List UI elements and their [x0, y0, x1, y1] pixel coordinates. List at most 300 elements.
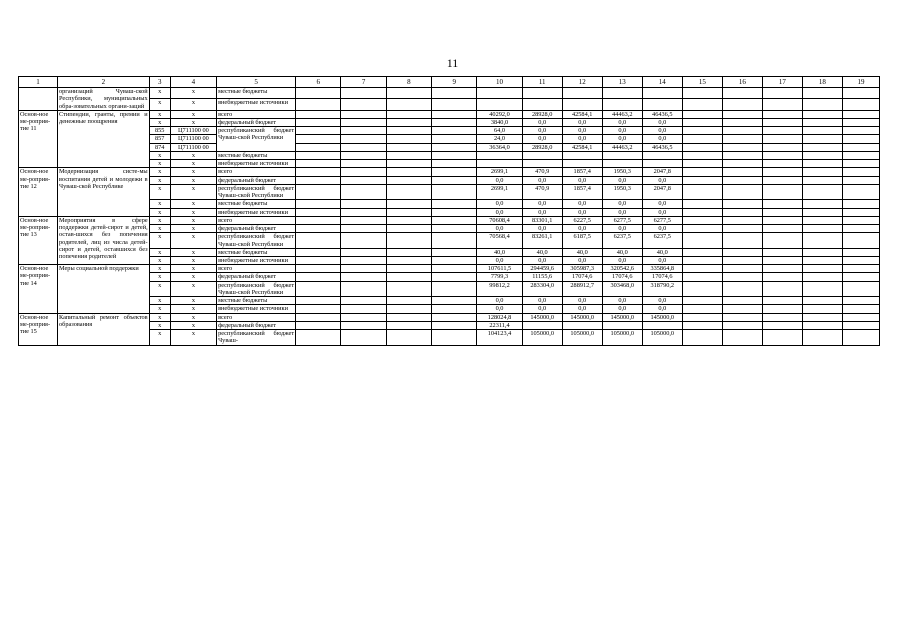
table-row — [19, 110, 880, 118]
column-header: 15 — [682, 77, 722, 88]
empty-cell — [682, 168, 722, 176]
empty-cell — [842, 135, 879, 143]
amount-cell: 46436,5 — [642, 143, 682, 151]
empty-cell — [296, 176, 341, 184]
grbs-code-cell: x — [149, 321, 170, 329]
empty-cell — [296, 127, 341, 135]
empty-cell — [802, 176, 842, 184]
amount-cell: 0,0 — [562, 225, 602, 233]
empty-cell — [432, 330, 477, 345]
amount-cell: 0,0 — [602, 127, 642, 135]
empty-cell — [802, 256, 842, 264]
amount-cell: 470,9 — [522, 168, 562, 176]
empty-cell — [682, 160, 722, 168]
amount-cell: 28928,0 — [522, 143, 562, 151]
amount-cell: 0,0 — [522, 305, 562, 313]
empty-cell — [682, 200, 722, 208]
amount-cell: 0,0 — [602, 208, 642, 216]
header-row — [19, 77, 880, 88]
column-header: 12 — [562, 77, 602, 88]
empty-cell — [802, 143, 842, 151]
empty-cell — [802, 281, 842, 296]
empty-cell — [296, 118, 341, 126]
column-header: 7 — [341, 77, 386, 88]
empty-cell — [842, 297, 879, 305]
empty-cell — [386, 265, 431, 273]
amount-cell: 6187,5 — [562, 233, 602, 248]
amount-cell: 128024,8 — [477, 313, 522, 321]
amount-cell: 2699,1 — [477, 184, 522, 199]
empty-cell — [722, 281, 762, 296]
target-code-cell: x — [170, 225, 216, 233]
amount-cell: 0,0 — [602, 256, 642, 264]
amount-cell: 17074,6 — [602, 273, 642, 281]
funding-source-cell: федеральный бюджет — [217, 321, 296, 329]
empty-cell — [722, 151, 762, 159]
amount-cell: 0,0 — [562, 208, 602, 216]
empty-cell — [762, 305, 802, 313]
empty-cell — [762, 184, 802, 199]
funding-source-cell: внебюджетные источники — [217, 208, 296, 216]
grbs-code-cell: x — [149, 305, 170, 313]
amount-cell: 0,0 — [602, 200, 642, 208]
empty-cell — [722, 110, 762, 118]
empty-cell — [341, 88, 386, 99]
empty-cell — [682, 99, 722, 110]
amount-cell: 0,0 — [562, 297, 602, 305]
empty-cell — [386, 313, 431, 321]
empty-cell — [386, 118, 431, 126]
amount-cell — [477, 88, 522, 99]
target-code-cell: x — [170, 297, 216, 305]
amount-cell: 104123,4 — [477, 330, 522, 345]
funding-source-cell: республиканский бюджет Чуваш- — [218, 330, 295, 345]
amount-cell: 0,0 — [477, 208, 522, 216]
grbs-code-cell: x — [149, 99, 170, 110]
empty-cell — [762, 208, 802, 216]
amount-cell: 0,0 — [522, 225, 562, 233]
amount-cell — [642, 99, 682, 110]
empty-cell — [722, 160, 762, 168]
empty-cell — [762, 143, 802, 151]
empty-cell — [341, 118, 386, 126]
empty-cell — [722, 127, 762, 135]
grbs-code-cell: x — [149, 184, 170, 199]
funding-source-cell: федеральный бюджет — [217, 118, 296, 126]
target-code-cell: Ц711100 00 — [170, 143, 216, 151]
empty-cell — [296, 225, 341, 233]
funding-source-cell: федеральный бюджет — [217, 273, 296, 281]
funding-source-cell: всего — [217, 265, 296, 273]
target-code-cell: x — [170, 160, 216, 168]
target-code-cell: x — [170, 330, 216, 345]
amount-cell: 294459,6 — [522, 265, 562, 273]
empty-cell — [802, 200, 842, 208]
table-row — [19, 216, 880, 224]
amount-cell: 40292,0 — [477, 110, 522, 118]
empty-cell — [432, 216, 477, 224]
grbs-code-cell: x — [149, 168, 170, 176]
grbs-code-cell: 874 — [149, 143, 170, 151]
empty-cell — [842, 99, 879, 110]
empty-cell — [386, 110, 431, 118]
column-header: 5 — [217, 77, 296, 88]
event-number-cell: Основ-ное ме-роприя-тие 14 — [19, 265, 58, 313]
funding-source-cell: республиканский бюджет Чуваш-ской Республики — [217, 127, 296, 152]
amount-cell: 40,0 — [602, 248, 642, 256]
empty-cell — [762, 273, 802, 281]
empty-cell — [762, 99, 802, 110]
event-name-cell: Капитальный ремонт объектов образования — [57, 313, 149, 345]
empty-cell — [762, 135, 802, 143]
amount-cell: 0,0 — [477, 225, 522, 233]
funding-source-cell: федеральный бюджет — [217, 176, 296, 184]
grbs-code-cell: x — [149, 297, 170, 305]
amount-cell: 1950,3 — [602, 168, 642, 176]
empty-cell — [296, 184, 341, 199]
amount-cell: 145000,0 — [642, 313, 682, 321]
empty-cell — [296, 265, 341, 273]
amount-cell: 44463,2 — [602, 143, 642, 151]
empty-cell — [341, 151, 386, 159]
column-header: 14 — [642, 77, 682, 88]
empty-cell — [842, 321, 879, 329]
empty-cell — [762, 330, 802, 345]
amount-cell: 335864,8 — [642, 265, 682, 273]
column-header: 8 — [386, 77, 431, 88]
amount-cell: 24,0 — [477, 135, 522, 143]
empty-cell — [386, 160, 431, 168]
empty-cell — [296, 208, 341, 216]
amount-cell: 0,0 — [477, 200, 522, 208]
amount-cell: 145000,0 — [562, 313, 602, 321]
amount-cell: 44463,2 — [602, 110, 642, 118]
amount-cell: 0,0 — [522, 135, 562, 143]
empty-cell — [842, 127, 879, 135]
empty-cell — [842, 176, 879, 184]
amount-cell: 288912,7 — [562, 281, 602, 296]
empty-cell — [802, 151, 842, 159]
grbs-code-cell: x — [149, 330, 170, 345]
empty-cell — [802, 208, 842, 216]
empty-cell — [341, 160, 386, 168]
funding-source-cell: республиканский бюджет Чуваш-ской Республики — [218, 233, 295, 248]
amount-cell: 1950,3 — [602, 184, 642, 199]
empty-cell — [682, 305, 722, 313]
empty-cell — [341, 281, 386, 296]
amount-cell: 0,0 — [562, 135, 602, 143]
amount-cell: 17074,6 — [562, 273, 602, 281]
event-number-cell: Основ-ное ме-роприя-тие 11 — [19, 110, 58, 168]
empty-cell — [341, 273, 386, 281]
amount-cell: 0,0 — [522, 118, 562, 126]
funding-source-cell: внебюджетные источники — [217, 160, 296, 168]
amount-cell: 0,0 — [642, 176, 682, 184]
grbs-code-cell: x — [149, 208, 170, 216]
empty-cell — [341, 233, 386, 248]
empty-cell — [432, 321, 477, 329]
empty-cell — [386, 330, 431, 345]
empty-cell — [682, 143, 722, 151]
amount-cell — [522, 160, 562, 168]
column-header: 11 — [522, 77, 562, 88]
amount-cell: 0,0 — [562, 118, 602, 126]
amount-cell: 83301,1 — [522, 216, 562, 224]
amount-cell: 0,0 — [602, 118, 642, 126]
empty-cell — [762, 297, 802, 305]
amount-cell: 0,0 — [602, 135, 642, 143]
empty-cell — [682, 216, 722, 224]
amount-cell: 0,0 — [642, 200, 682, 208]
empty-cell — [802, 248, 842, 256]
empty-cell — [386, 208, 431, 216]
empty-cell — [386, 305, 431, 313]
column-header: 4 — [170, 77, 216, 88]
amount-cell — [477, 151, 522, 159]
funding-source-cell: внебюджетные источники — [217, 99, 296, 110]
target-code-cell: x — [170, 216, 216, 224]
amount-cell: 0,0 — [477, 256, 522, 264]
empty-cell — [341, 168, 386, 176]
empty-cell — [802, 273, 842, 281]
empty-cell — [762, 88, 802, 99]
empty-cell — [432, 200, 477, 208]
empty-cell — [386, 135, 431, 143]
empty-cell — [762, 176, 802, 184]
empty-cell — [802, 135, 842, 143]
empty-cell — [432, 248, 477, 256]
amount-cell: 320542,6 — [602, 265, 642, 273]
empty-cell — [762, 313, 802, 321]
empty-cell — [682, 118, 722, 126]
empty-cell — [762, 233, 802, 248]
amount-cell — [522, 151, 562, 159]
amount-cell: 0,0 — [642, 135, 682, 143]
empty-cell — [341, 110, 386, 118]
amount-cell: 105000,0 — [602, 330, 642, 345]
empty-cell — [722, 313, 762, 321]
empty-cell — [722, 265, 762, 273]
amount-cell: 107611,5 — [477, 265, 522, 273]
empty-cell — [722, 135, 762, 143]
event-number-cell: Основ-ное ме-роприя-тие 12 — [19, 168, 58, 216]
amount-cell — [522, 88, 562, 99]
empty-cell — [432, 168, 477, 176]
empty-cell — [722, 168, 762, 176]
empty-cell — [341, 184, 386, 199]
empty-cell — [842, 143, 879, 151]
amount-cell: 3840,0 — [477, 118, 522, 126]
funding-source-cell: местные бюджеты — [217, 200, 296, 208]
empty-cell — [802, 168, 842, 176]
empty-cell — [682, 127, 722, 135]
empty-cell — [341, 176, 386, 184]
amount-cell: 105000,0 — [562, 330, 602, 345]
event-name-cell: организаций Чуваш-ской Республики, муниципальных обра-зовательных органи-заций — [58, 88, 148, 110]
empty-cell — [682, 225, 722, 233]
target-code-cell: x — [170, 88, 216, 99]
target-code-cell: Ц711100 00 — [170, 135, 216, 143]
empty-cell — [722, 88, 762, 99]
page-number: 11 — [446, 56, 459, 70]
amount-cell: 7799,3 — [477, 273, 522, 281]
grbs-code-cell: 855 — [149, 127, 170, 135]
empty-cell — [762, 321, 802, 329]
empty-cell — [762, 248, 802, 256]
empty-cell — [432, 127, 477, 135]
empty-cell — [802, 265, 842, 273]
amount-cell: 0,0 — [642, 225, 682, 233]
amount-cell — [562, 321, 602, 329]
empty-cell — [762, 168, 802, 176]
funding-source-cell: внебюджетные источники — [217, 305, 296, 313]
empty-cell — [762, 216, 802, 224]
amount-cell: 0,0 — [602, 297, 642, 305]
grbs-code-cell: x — [149, 248, 170, 256]
empty-cell — [842, 184, 879, 199]
empty-cell — [842, 256, 879, 264]
grbs-code-cell: x — [149, 88, 170, 99]
amount-cell: 470,9 — [522, 184, 562, 199]
amount-cell: 283304,0 — [522, 281, 562, 296]
event-name-cell: Меры социальной поддержки — [57, 265, 149, 313]
empty-cell — [842, 265, 879, 273]
empty-cell — [386, 127, 431, 135]
empty-cell — [842, 216, 879, 224]
empty-cell — [802, 118, 842, 126]
empty-cell — [682, 281, 722, 296]
target-code-cell: x — [170, 313, 216, 321]
empty-cell — [341, 265, 386, 273]
target-code-cell: x — [170, 256, 216, 264]
amount-cell — [477, 160, 522, 168]
empty-cell — [722, 273, 762, 281]
amount-cell — [562, 151, 602, 159]
empty-cell — [296, 110, 341, 118]
column-header: 6 — [296, 77, 341, 88]
amount-cell — [602, 99, 642, 110]
amount-cell: 2047,8 — [642, 184, 682, 199]
empty-cell — [722, 225, 762, 233]
empty-cell — [386, 248, 431, 256]
amount-cell: 42584,1 — [562, 143, 602, 151]
empty-cell — [682, 184, 722, 199]
amount-cell — [642, 160, 682, 168]
grbs-code-cell: x — [149, 273, 170, 281]
amount-cell — [602, 88, 642, 99]
amount-cell: 0,0 — [522, 127, 562, 135]
empty-cell — [842, 233, 879, 248]
amount-cell: 0,0 — [522, 200, 562, 208]
empty-cell — [296, 330, 341, 345]
amount-cell: 0,0 — [522, 256, 562, 264]
target-code-cell: Ц711100 00 — [170, 127, 216, 135]
amount-cell: 17074,6 — [642, 273, 682, 281]
event-number-cell: Основ-ное ме-роприя-тие 15 — [19, 313, 58, 345]
empty-cell — [341, 256, 386, 264]
empty-cell — [842, 208, 879, 216]
amount-cell: 70608,4 — [477, 216, 522, 224]
amount-cell: 6227,5 — [562, 216, 602, 224]
empty-cell — [296, 99, 341, 110]
amount-cell — [642, 151, 682, 159]
empty-cell — [296, 273, 341, 281]
column-header: 13 — [602, 77, 642, 88]
empty-cell — [682, 256, 722, 264]
grbs-code-cell: x — [149, 160, 170, 168]
empty-cell — [432, 151, 477, 159]
empty-cell — [722, 321, 762, 329]
empty-cell — [432, 176, 477, 184]
empty-cell — [682, 265, 722, 273]
amount-cell — [522, 99, 562, 110]
grbs-code-cell: x — [149, 200, 170, 208]
target-code-cell: x — [170, 321, 216, 329]
empty-cell — [296, 200, 341, 208]
amount-cell: 0,0 — [477, 297, 522, 305]
target-code-cell: x — [170, 265, 216, 273]
amount-cell: 0,0 — [642, 127, 682, 135]
table-row — [19, 313, 880, 321]
empty-cell — [762, 200, 802, 208]
empty-cell — [842, 313, 879, 321]
empty-cell — [296, 233, 341, 248]
empty-cell — [432, 233, 477, 248]
empty-cell — [432, 135, 477, 143]
target-code-cell: x — [170, 281, 216, 296]
empty-cell — [432, 265, 477, 273]
grbs-code-cell: x — [149, 118, 170, 126]
empty-cell — [341, 216, 386, 224]
empty-cell — [722, 184, 762, 199]
grbs-code-cell: x — [149, 265, 170, 273]
amount-cell: 2699,1 — [477, 168, 522, 176]
empty-cell — [386, 184, 431, 199]
empty-cell — [386, 176, 431, 184]
empty-cell — [296, 297, 341, 305]
empty-cell — [682, 208, 722, 216]
column-header: 3 — [149, 77, 170, 88]
empty-cell — [296, 313, 341, 321]
empty-cell — [842, 200, 879, 208]
funding-source-cell: местные бюджеты — [217, 297, 296, 305]
grbs-code-cell: x — [149, 256, 170, 264]
empty-cell — [722, 200, 762, 208]
empty-cell — [432, 118, 477, 126]
amount-cell: 0,0 — [642, 208, 682, 216]
event-name-cell: Модернизация систе-мы воспитания детей и молодежи в Чуваш-ской Республике — [57, 168, 149, 216]
empty-cell — [296, 88, 341, 99]
grbs-code-cell: x — [149, 176, 170, 184]
funding-source-cell: всего — [217, 110, 296, 118]
empty-cell — [802, 127, 842, 135]
empty-cell — [341, 330, 386, 345]
empty-cell — [386, 88, 431, 99]
empty-cell — [842, 248, 879, 256]
target-code-cell: x — [170, 118, 216, 126]
empty-cell — [341, 321, 386, 329]
empty-cell — [722, 305, 762, 313]
empty-cell — [296, 248, 341, 256]
amount-cell: 0,0 — [522, 176, 562, 184]
empty-cell — [341, 297, 386, 305]
empty-cell — [802, 330, 842, 345]
empty-cell — [341, 248, 386, 256]
amount-cell — [522, 321, 562, 329]
empty-cell — [432, 297, 477, 305]
empty-cell — [762, 127, 802, 135]
empty-cell — [722, 99, 762, 110]
